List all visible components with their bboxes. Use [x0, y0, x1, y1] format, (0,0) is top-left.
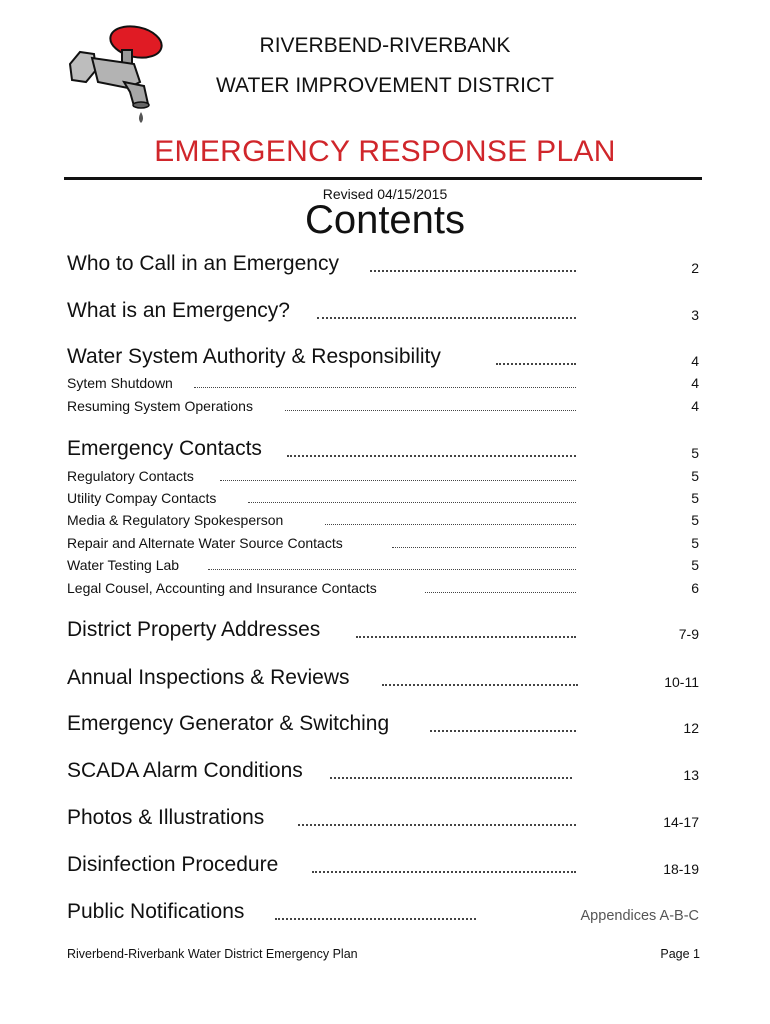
- toc-entry-page: 5: [691, 512, 699, 528]
- toc-entry: [67, 246, 699, 276]
- footer-page-number: Page 1: [660, 947, 700, 961]
- toc-entry-title: Emergency Contacts: [67, 437, 262, 460]
- toc-dot-leader: [312, 871, 576, 873]
- contents-heading: Contents: [304, 198, 466, 242]
- toc-entry-page: 5: [691, 557, 699, 573]
- toc-entry: [67, 293, 699, 323]
- toc-entry: [67, 753, 699, 783]
- toc-entry-page: 5: [691, 468, 699, 484]
- toc-dot-leader: [285, 410, 576, 411]
- toc-entry-title: Who to Call in an Emergency: [67, 252, 339, 275]
- toc-entry-title: Water System Authority & Responsibility: [67, 345, 441, 368]
- plan-title: EMERGENCY RESPONSE PLAN: [154, 135, 616, 168]
- toc-entry-page: 10-11: [664, 674, 699, 690]
- toc-entry-page: 6: [691, 580, 699, 596]
- toc-entry: [67, 566, 699, 596]
- toc-entry-title: Regulatory Contacts: [67, 468, 194, 484]
- toc-entry-page: 4: [691, 398, 699, 414]
- toc-dot-leader: [425, 592, 576, 593]
- toc-entry: [67, 384, 699, 414]
- toc-entry-title: Photos & Illustrations: [67, 806, 265, 829]
- toc-dot-leader: [317, 317, 576, 319]
- footer-document-title: Riverbend-Riverbank Water District Emergency Plan: [67, 947, 358, 961]
- toc-entry-title: SCADA Alarm Conditions: [67, 759, 303, 782]
- toc-dot-leader: [356, 636, 576, 638]
- toc-entry-page: 4: [691, 375, 699, 391]
- toc-dot-leader: [298, 824, 576, 826]
- toc-entry-page: 2: [691, 260, 699, 276]
- toc-entry-title: Repair and Alternate Water Source Contacts: [67, 535, 343, 551]
- toc-entry-page: 14-17: [663, 814, 699, 830]
- toc-entry: [67, 706, 699, 736]
- toc-entry-title: Public Notifications: [67, 900, 245, 923]
- toc-entry-title: District Property Addresses: [67, 618, 321, 641]
- toc-entry-page: Appendices A-B-C: [580, 908, 699, 924]
- toc-entry-page: 5: [691, 445, 699, 461]
- toc-dot-leader: [430, 730, 576, 732]
- toc-entry-title: Disinfection Procedure: [67, 853, 279, 876]
- toc-entry-title: Legal Cousel, Accounting and Insurance Contacts: [67, 580, 377, 596]
- toc-entry-title: What is an Emergency?: [67, 299, 290, 322]
- toc-entry-page: 4: [691, 353, 699, 369]
- toc-entry: [67, 612, 699, 642]
- toc-dot-leader: [370, 270, 576, 272]
- toc-entry-page: 12: [683, 720, 699, 736]
- toc-entry: [67, 800, 699, 830]
- toc-dot-leader: [330, 777, 572, 779]
- district-name-line1: RIVERBEND-RIVERBANK: [259, 34, 511, 57]
- title-divider: [64, 177, 702, 180]
- toc-entry-title: Utility Compay Contacts: [67, 490, 217, 506]
- toc-entry-title: Sytem Shutdown: [67, 375, 173, 391]
- toc-entry-page: 3: [691, 307, 699, 323]
- toc-entry-page: 5: [691, 535, 699, 551]
- revised-date: Revised 04/15/2015: [322, 186, 448, 202]
- toc-dot-leader: [382, 684, 578, 686]
- toc-entry-page: 18-19: [663, 861, 699, 877]
- toc-entry-page: 7-9: [678, 626, 699, 642]
- toc-entry-title: Annual Inspections & Reviews: [67, 666, 350, 689]
- toc-entry-title: Emergency Generator & Switching: [67, 712, 390, 735]
- toc-entry: [67, 847, 699, 877]
- toc-entry-page: 13: [683, 767, 699, 783]
- toc-entry-page: 5: [691, 490, 699, 506]
- toc-entry-title: Water Testing Lab: [67, 557, 180, 573]
- toc-dot-leader: [275, 918, 476, 920]
- toc-entry-title: Media & Regulatory Spokesperson: [67, 512, 284, 528]
- toc-entry: [67, 894, 699, 924]
- district-name-line2: WATER IMPROVEMENT DISTRICT: [216, 74, 554, 97]
- toc-entry: [67, 660, 699, 690]
- toc-entry-title: Resuming System Operations: [67, 398, 253, 414]
